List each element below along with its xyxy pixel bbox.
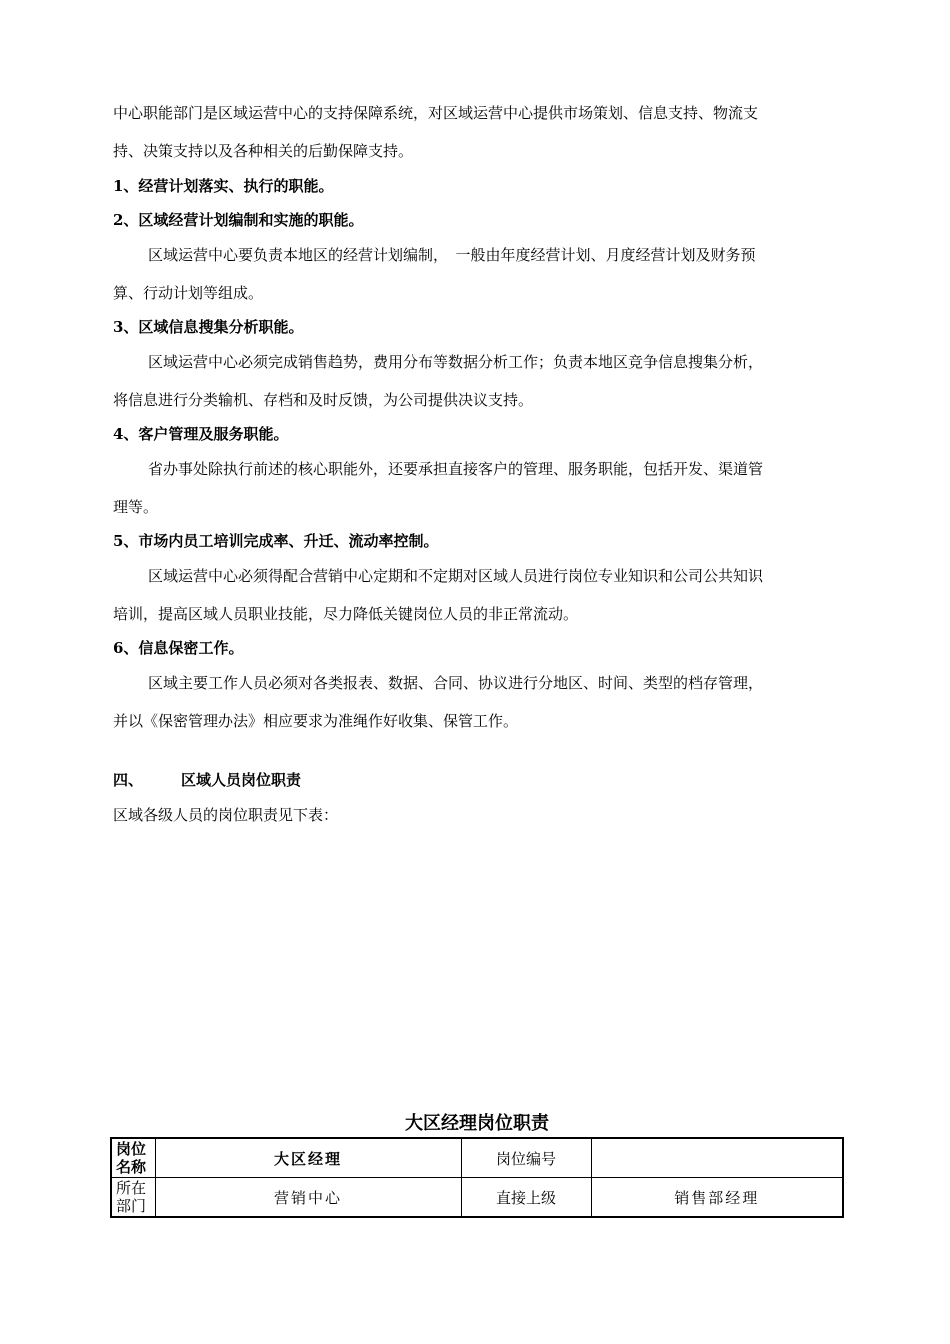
department-label-bottom: 部门 <box>116 1197 147 1215</box>
department-label <box>111 1178 155 1218</box>
paragraph-4-line1: 省办事处除执行前述的核心职能外，还要承担直接客户的管理、服务职能，包括开发、渠道管 <box>148 460 764 478</box>
heading-3: 3、区域信息搜集分析职能。 <box>113 318 304 336</box>
section-number: 四、 <box>113 771 144 789</box>
heading-2: 2、区域经营计划编制和实施的职能。 <box>113 211 364 229</box>
table-row <box>111 1138 843 1178</box>
supervisor-value: 销售部经理 <box>591 1178 843 1218</box>
table-title: 大区经理岗位职责 <box>405 1113 549 1134</box>
paragraph-5-line2: 培训，提高区域人员职业技能，尽力降低关键岗位人员的非正常流动。 <box>113 605 579 623</box>
position-name-label-top: 岗位 <box>116 1140 147 1158</box>
heading-5: 5、市场内员工培训完成率、升迁、流动率控制。 <box>113 532 439 550</box>
paragraph-4-line2: 理等。 <box>113 498 159 516</box>
position-name-label <box>111 1138 155 1178</box>
position-name-label-bottom: 名称 <box>116 1158 147 1176</box>
paragraph-3-line2: 将信息进行分类输机、存档和及时反馈，为公司提供决议支持。 <box>113 391 534 409</box>
department-label-top: 所在 <box>116 1179 147 1197</box>
section-intro: 区域各级人员的岗位职责见下表： <box>113 806 339 824</box>
paragraph-6-line2: 并以《保密管理办法》相应要求为准绳作好收集、保管工作。 <box>113 712 519 730</box>
duty-table <box>110 1137 844 1218</box>
supervisor-label: 直接上级 <box>461 1178 591 1218</box>
paragraph-2-line1: 区域运营中心要负责本地区的经营计划编制， 一般由年度经营计划、月度经营计划及财务预 <box>148 246 756 264</box>
heading-4: 4、客户管理及服务职能。 <box>113 425 289 443</box>
paragraph-3-line1: 区域运营中心必须完成销售趋势，费用分布等数据分析工作；负责本地区竞争信息搜集分析， <box>148 353 764 371</box>
paragraph-6-line1: 区域主要工作人员必须对各类报表、数据、合同、协议进行分地区、时间、类型的档存管理， <box>148 674 764 692</box>
paragraph-2-line2: 算、行动计划等组成。 <box>113 284 264 302</box>
position-code-value <box>591 1138 843 1178</box>
department-value: 营销中心 <box>155 1178 461 1218</box>
paragraph-intro-line2: 持、决策支持以及各种相关的后勤保障支持。 <box>113 142 414 160</box>
heading-1: 1、经营计划落实、执行的职能。 <box>113 177 334 195</box>
position-name-value: 大区经理 <box>155 1138 461 1178</box>
section-title: 区域人员岗位职责 <box>181 771 302 789</box>
heading-6: 6、信息保密工作。 <box>113 639 244 657</box>
table-row <box>111 1178 843 1218</box>
paragraph-intro-line1: 中心职能部门是区域运营中心的支持保障系统，对区域运营中心提供市场策划、信息支持、物流支 <box>113 104 759 122</box>
paragraph-5-line1: 区域运营中心必须得配合营销中心定期和不定期对区域人员进行岗位专业知识和公司公共知识 <box>148 567 764 585</box>
position-code-label: 岗位编号 <box>461 1138 591 1178</box>
